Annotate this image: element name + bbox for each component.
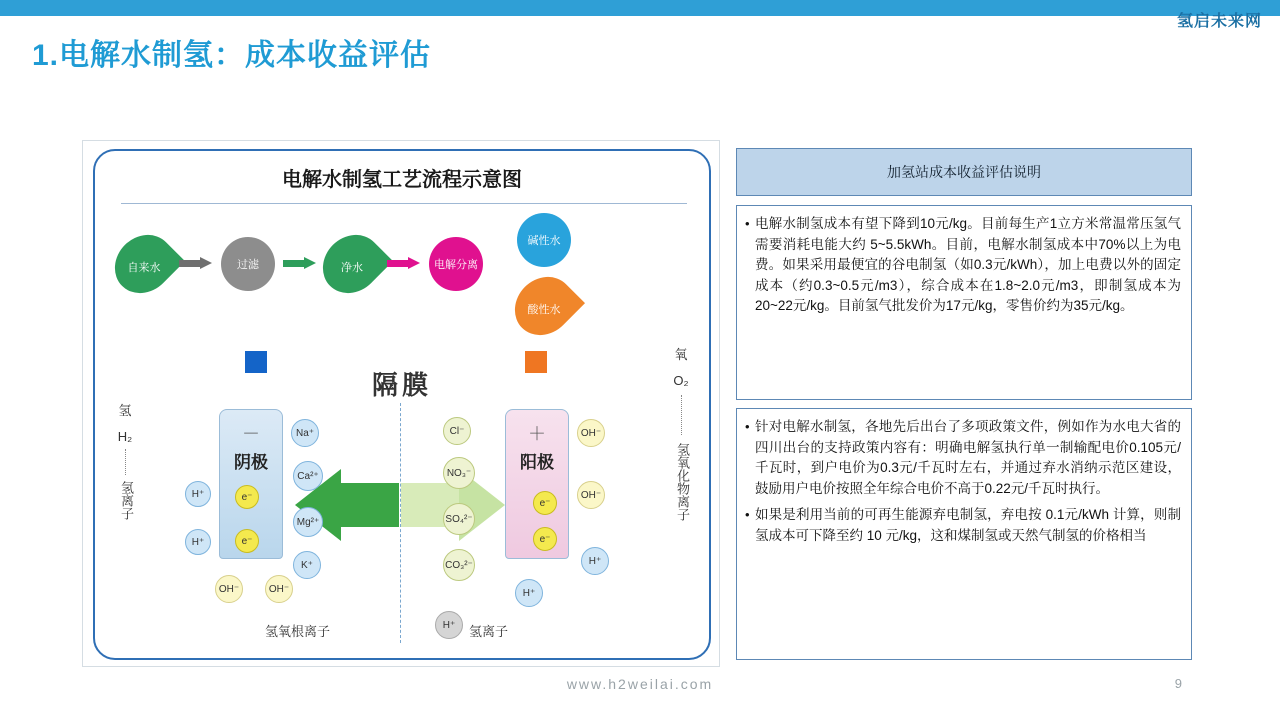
flow-step-label: 电解分离 <box>434 259 478 271</box>
product-alkaline-water <box>517 213 571 267</box>
ion-mg: Mg²⁺ <box>293 507 323 537</box>
bullet-text: 如果是利用当前的可再生能源弃电制氢，弃电按 0.1元/kWh 计算，则制氢成本可下降至约 10 元/kg，这和煤制氢或天然气制氢的价格相当 <box>755 507 1181 543</box>
ion-oh-right-2: OH⁻ <box>577 481 605 509</box>
ion-h-right-1: H⁺ <box>581 547 609 575</box>
anode-sign: ＋ <box>528 424 546 444</box>
axis-label-h2: H₂ <box>117 429 133 444</box>
policy-analysis-box <box>736 408 1192 660</box>
axis-label-text: 氢氧化物离子 <box>675 443 690 521</box>
electron-left-1: e⁻ <box>235 485 259 509</box>
ion-h-left-1: H⁺ <box>185 481 211 507</box>
arrow-icon-2 <box>283 257 317 269</box>
process-diagram-panel <box>82 140 720 667</box>
axis-dotted-left <box>125 449 126 475</box>
axis-label-hydrogen-ion <box>117 481 133 525</box>
bullet-dot: • <box>745 507 750 523</box>
green-arrow-left-tail <box>341 483 399 527</box>
bullet-dot: • <box>745 216 750 231</box>
flow-row <box>117 213 692 338</box>
bullet-dot: • <box>745 419 750 434</box>
arrow-icon-1 <box>179 257 213 269</box>
ion-so4: SO₄²⁻ <box>443 503 475 535</box>
flow-step-tapwater <box>117 233 171 295</box>
ion-ca: Ca²⁺ <box>293 461 323 491</box>
product-acidic-water <box>517 275 571 337</box>
diagram-title-divider <box>121 203 687 204</box>
electron-right-2: e⁻ <box>533 527 557 551</box>
ion-h-left-2: H⁺ <box>185 529 211 555</box>
electron-right-1: e⁻ <box>533 491 557 515</box>
flow-step-label: 自来水 <box>127 262 161 274</box>
bottom-label-hydrogen-ion: 氢离子 <box>469 624 509 639</box>
bottom-label-hydroxide: 氢氧根离子 <box>265 624 331 639</box>
bullet-text: 针对电解水制氢，各地先后出台了多项政策文件，例如作为水电大省的四川出台的支持政策内容有：明确电解氢执行单一制输配电价0.105元/千瓦时，到户电价为0.3元/千瓦时左右，并通过弃水消纳示范区建设，鼓励用户电价按照全年综合电价不高于0.22元/千瓦时执行。 <box>755 419 1181 496</box>
page-title: 1.电解水制氢：成本收益评估 <box>32 39 432 72</box>
ion-h-right-2: H⁺ <box>515 579 543 607</box>
ion-na: Na⁺ <box>291 419 319 447</box>
product-label: 酸性水 <box>527 304 561 316</box>
bullet-text: 电解水制氢成本有望下降到10元/kg。目前每生产1立方米常温常压氢气需要消耗电能大约 5~5.5kWh。目前，电解水制氢成本中70%以上为电费。如果采用最便宜的谷电制氢（如0.3元/kWh），加上电费以外的固定成本（约0.3~0.5元/m3），综合成本在1.8~2.0元/m3，即制氢成本为20~22元/kg。目前氢气批发价为17元/kg，零售价约为35元/kg。 <box>755 216 1181 314</box>
cost-analysis-box <box>736 205 1192 400</box>
ion-co3: CO₃²⁻ <box>443 549 475 581</box>
ion-h-bottom: H⁺ <box>435 611 463 639</box>
arrow-icon-3 <box>387 257 421 269</box>
product-label: 碱性水 <box>527 235 561 247</box>
ion-cl: Cl⁻ <box>443 417 471 445</box>
process-diagram <box>93 149 711 660</box>
flow-step-purewater <box>325 233 379 295</box>
brand-logo: 氢启未来网 <box>1176 13 1262 30</box>
bullet-item <box>745 214 1181 317</box>
flow-step-label: 净水 <box>341 262 363 274</box>
ion-no3: NO₃⁻ <box>443 457 475 489</box>
cathode-sign: － <box>242 424 260 444</box>
page-number: 9 <box>1174 676 1182 691</box>
anode-label: 阳极 <box>520 453 554 472</box>
axis-dotted-right <box>681 395 682 435</box>
ion-oh-left-1: OH⁻ <box>215 575 243 603</box>
right-panel-header: 加氢站成本收益评估说明 <box>736 148 1192 196</box>
membrane-label: 隔膜 <box>371 370 432 400</box>
ion-k: K⁺ <box>293 551 321 579</box>
bullet-item <box>745 417 1181 499</box>
axis-label-oxygen: 氧 <box>674 347 688 362</box>
electron-left-2: e⁻ <box>235 529 259 553</box>
flow-step-electrolysis <box>429 237 483 291</box>
axis-label-o2: O₂ <box>673 373 689 388</box>
cathode-label: 阴极 <box>234 453 268 472</box>
flow-step-label: 过滤 <box>237 259 259 271</box>
ion-oh-left-2: OH⁻ <box>265 575 293 603</box>
ion-oh-right-1: OH⁻ <box>577 419 605 447</box>
diagram-title: 电解水制氢工艺流程示意图 <box>282 169 522 191</box>
footer-url: www.h2weilai.com <box>566 676 714 692</box>
top-accent-bar <box>0 0 1280 16</box>
axis-label-hydrogen: 氢 <box>118 403 132 418</box>
bullet-item <box>745 505 1181 546</box>
axis-label-hydroxide-ion <box>673 443 689 526</box>
axis-label-text: 氢离子 <box>119 481 134 520</box>
flow-step-filter <box>221 237 275 291</box>
